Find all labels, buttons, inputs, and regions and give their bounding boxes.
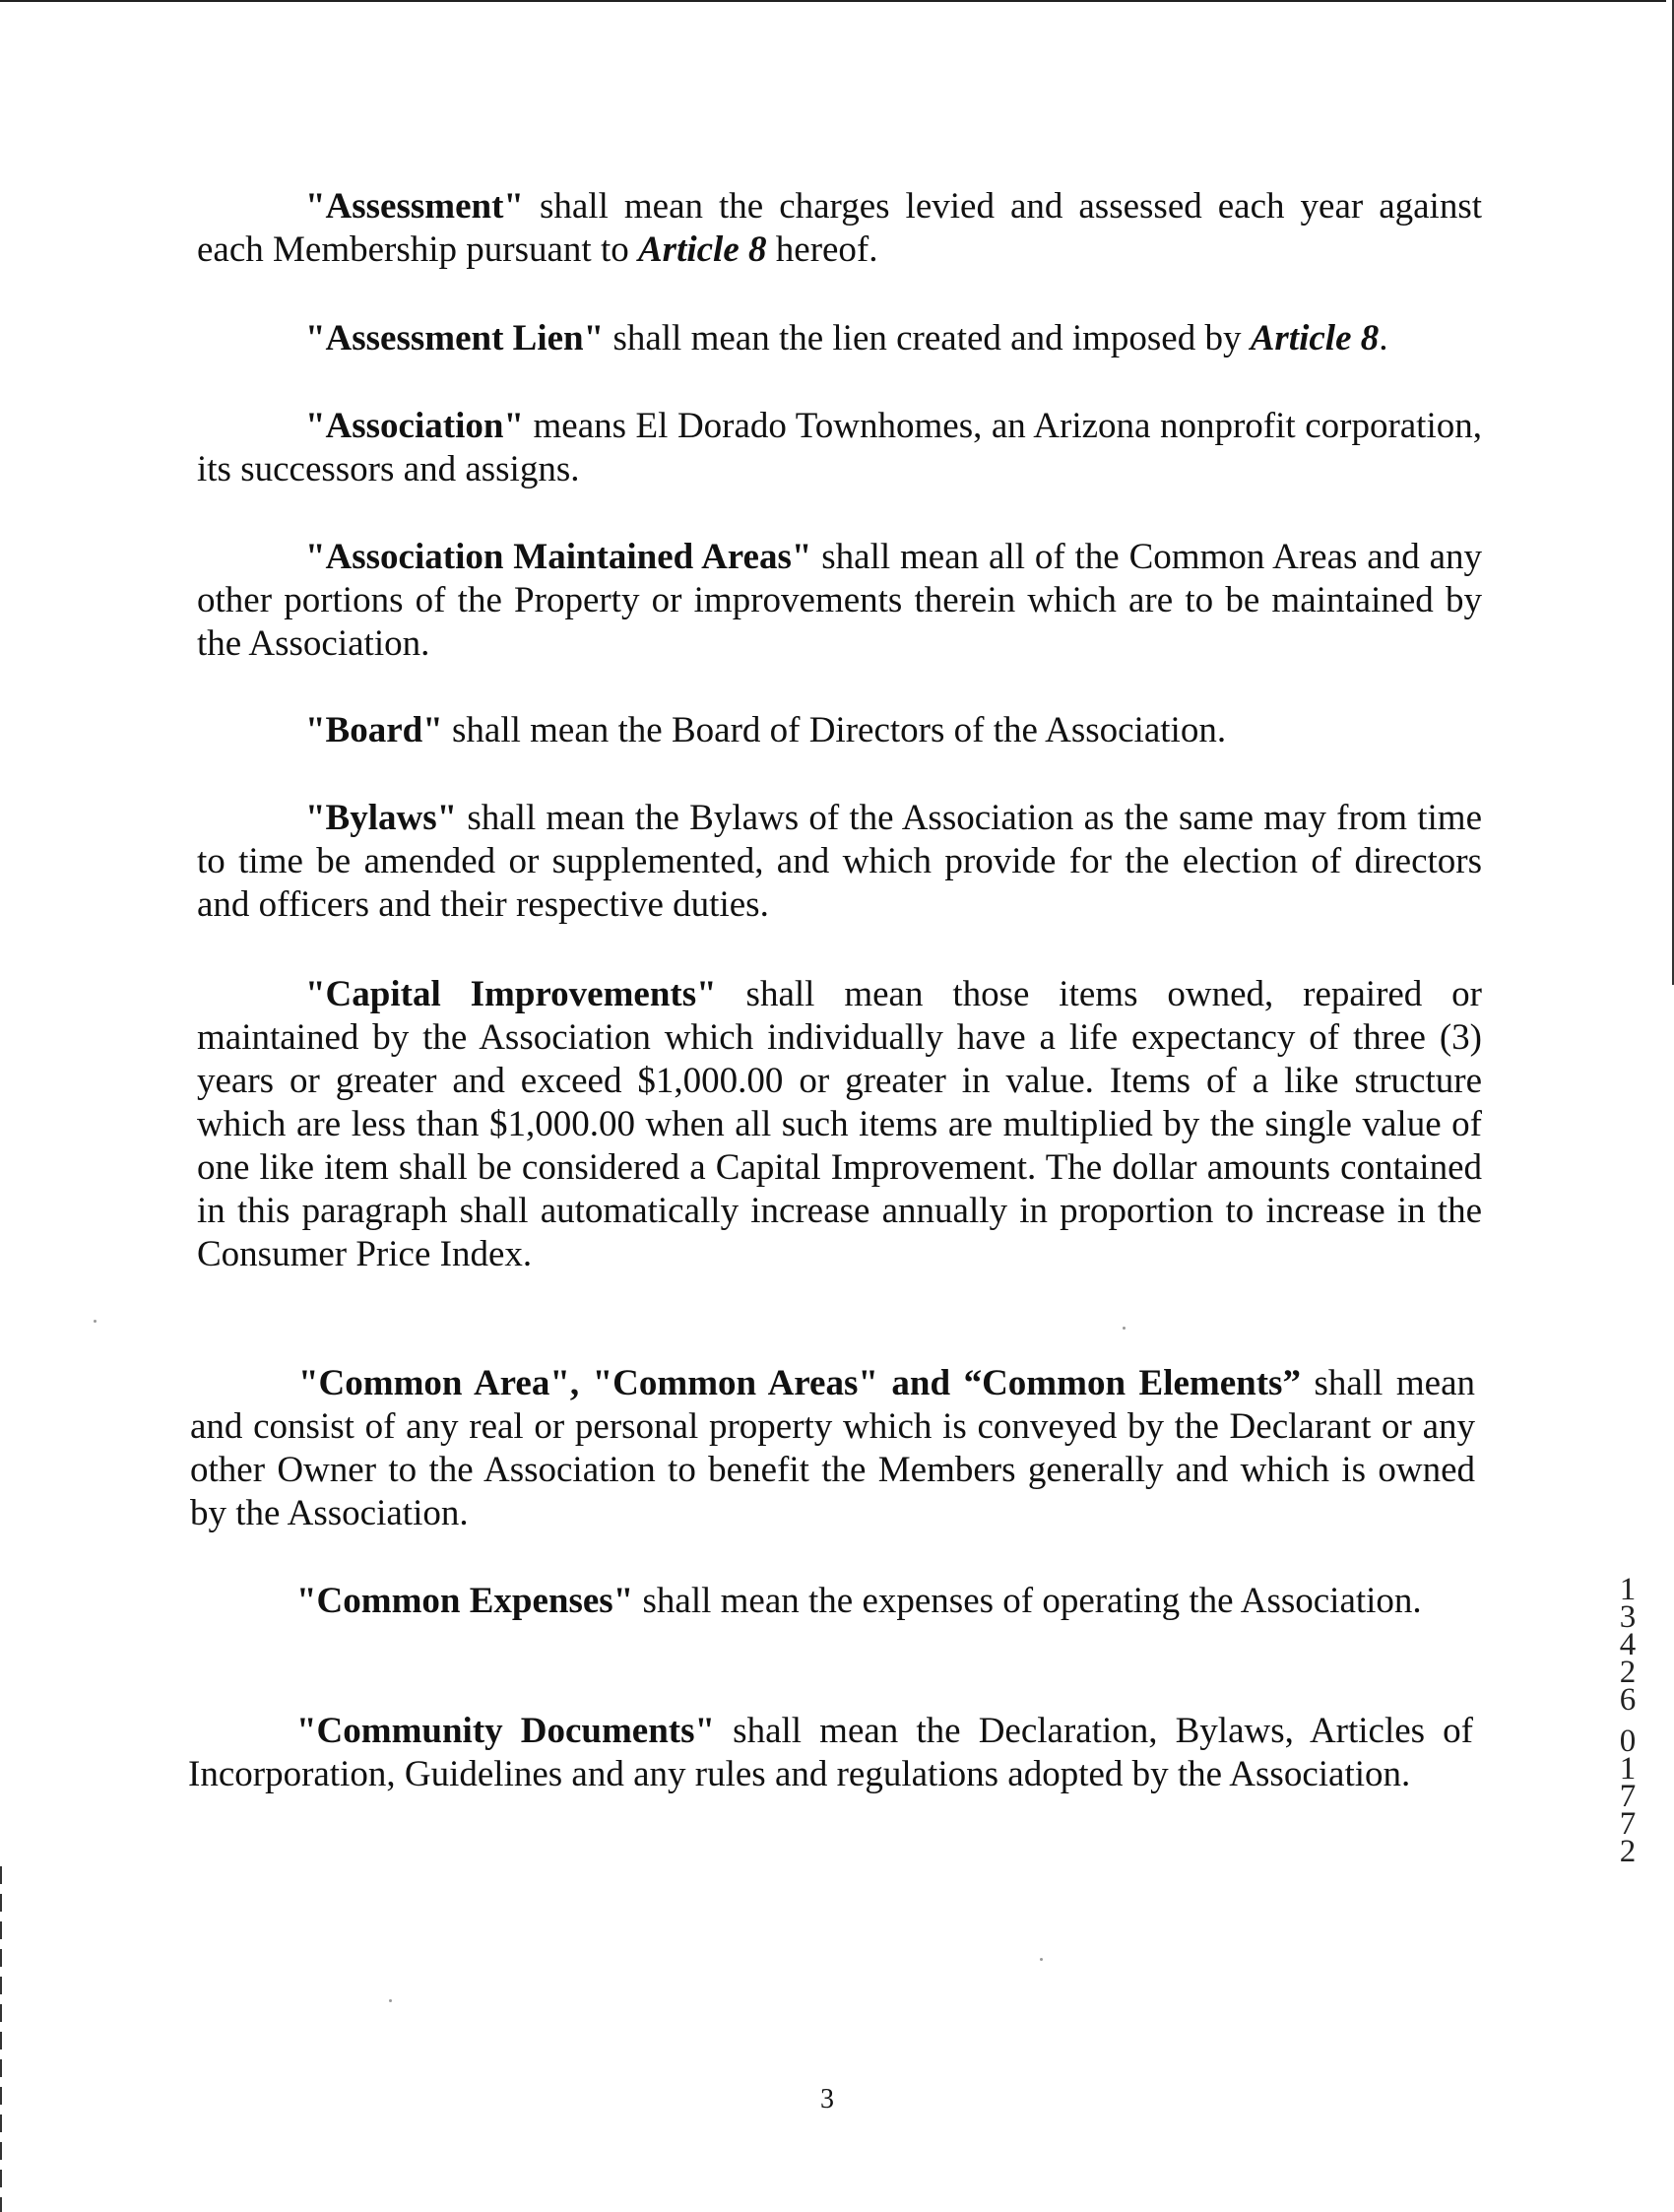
stamp-digit: 2 bbox=[1619, 1834, 1637, 1869]
definition-text: means El Dorado Townhomes, an Arizona nonprofit corporation, its successors and assigns. bbox=[197, 406, 1482, 489]
stamp-digit: 7 bbox=[1619, 1806, 1637, 1842]
definition-bylaws bbox=[197, 797, 1482, 927]
stamp-digit: 7 bbox=[1619, 1779, 1637, 1814]
definition-term: "Community Documents" bbox=[296, 1711, 716, 1751]
definition-text: shall mean the lien created and imposed by bbox=[604, 318, 1251, 358]
definition-capital-improvements bbox=[197, 973, 1482, 1276]
definition-text: shall mean the Declaration, Bylaws, Articles of Incorporation, Guidelines and any rules and regulations adopted by the Association. bbox=[188, 1711, 1473, 1794]
definition-text: shall mean all of the Common Areas and any other portions of the Property or improvements therein which are to be maintained by the Association. bbox=[197, 537, 1482, 664]
stamp-digit: 3 bbox=[1619, 1599, 1637, 1635]
definition-assessment-lien bbox=[197, 317, 1482, 360]
definition-term: "Board" bbox=[305, 710, 443, 750]
definition-term: "Capital Improvements" bbox=[305, 974, 717, 1014]
definition-text: shall mean and consist of any real or personal property which is conveyed by the Declarant or any other Owner to the Association to benefit the Members generally and which is owned by the Association. bbox=[190, 1363, 1475, 1533]
definition-term: "Bylaws" bbox=[305, 798, 458, 838]
recording-number-stamp bbox=[1611, 1572, 1644, 1869]
definition-text: shall mean the Bylaws of the Association as the same may from time to time be amended or supplemented, and which provide for the election of directors and officers and their respective duties. bbox=[197, 798, 1482, 925]
page-number: 3 bbox=[820, 2084, 834, 2114]
definition-term: "Assessment" bbox=[305, 186, 524, 227]
scan-edge-marks bbox=[0, 1866, 2, 2212]
scan-speck bbox=[94, 1320, 97, 1323]
definition-board bbox=[197, 709, 1482, 752]
definition-term: "Common Area", "Common Areas" and “Common Elements” bbox=[298, 1363, 1301, 1403]
definition-term: "Association Maintained Areas" bbox=[305, 537, 812, 577]
top-border-line bbox=[0, 0, 1666, 2]
stamp-digit: 0 bbox=[1619, 1724, 1637, 1759]
article-reference: Article 8 bbox=[1250, 318, 1380, 358]
definition-text: shall mean the expenses of operating the Association. bbox=[633, 1581, 1422, 1621]
scan-speck bbox=[1123, 1327, 1126, 1330]
definition-common-area bbox=[190, 1362, 1475, 1535]
definition-text: shall mean the charges levied and assessed each year against each Membership pursuant to bbox=[197, 186, 1482, 270]
definition-text-end: . bbox=[1379, 318, 1388, 358]
definition-term: "Common Expenses" bbox=[296, 1581, 634, 1621]
definition-text-end: hereof. bbox=[766, 229, 878, 270]
definition-community-documents bbox=[188, 1710, 1473, 1796]
definition-assessment bbox=[197, 185, 1482, 272]
definition-term: "Assessment Lien" bbox=[305, 318, 605, 358]
stamp-digit: 1 bbox=[1619, 1572, 1637, 1607]
stamp-digit: 1 bbox=[1619, 1751, 1637, 1787]
scan-speck bbox=[1040, 1958, 1043, 1961]
definition-text: shall mean those items owned, repaired or maintained by the Association which individually have a life expectancy of three (3) years or greater and exceed $1,000.00 or greater in value. Items of a like structure which are less than $1,000.00 when all such items are multiplied by the single value of one like item shall be considered a Capital Improvement. The dollar amounts contained in this paragraph shall automatically increase annually in proportion to increase in the Consumer Price Index. bbox=[197, 974, 1483, 1274]
definition-association bbox=[197, 405, 1482, 491]
stamp-digit: 2 bbox=[1619, 1655, 1637, 1690]
article-reference: Article 8 bbox=[638, 229, 767, 270]
stamp-digit: 4 bbox=[1619, 1627, 1637, 1662]
definition-text: shall mean the Board of Directors of the Association. bbox=[442, 710, 1227, 750]
definition-association-maintained-areas bbox=[197, 536, 1482, 666]
stamp-digit: 6 bbox=[1619, 1682, 1637, 1718]
definition-term: "Association" bbox=[305, 406, 524, 446]
definition-common-expenses bbox=[188, 1580, 1473, 1623]
scan-speck bbox=[389, 1999, 392, 2002]
